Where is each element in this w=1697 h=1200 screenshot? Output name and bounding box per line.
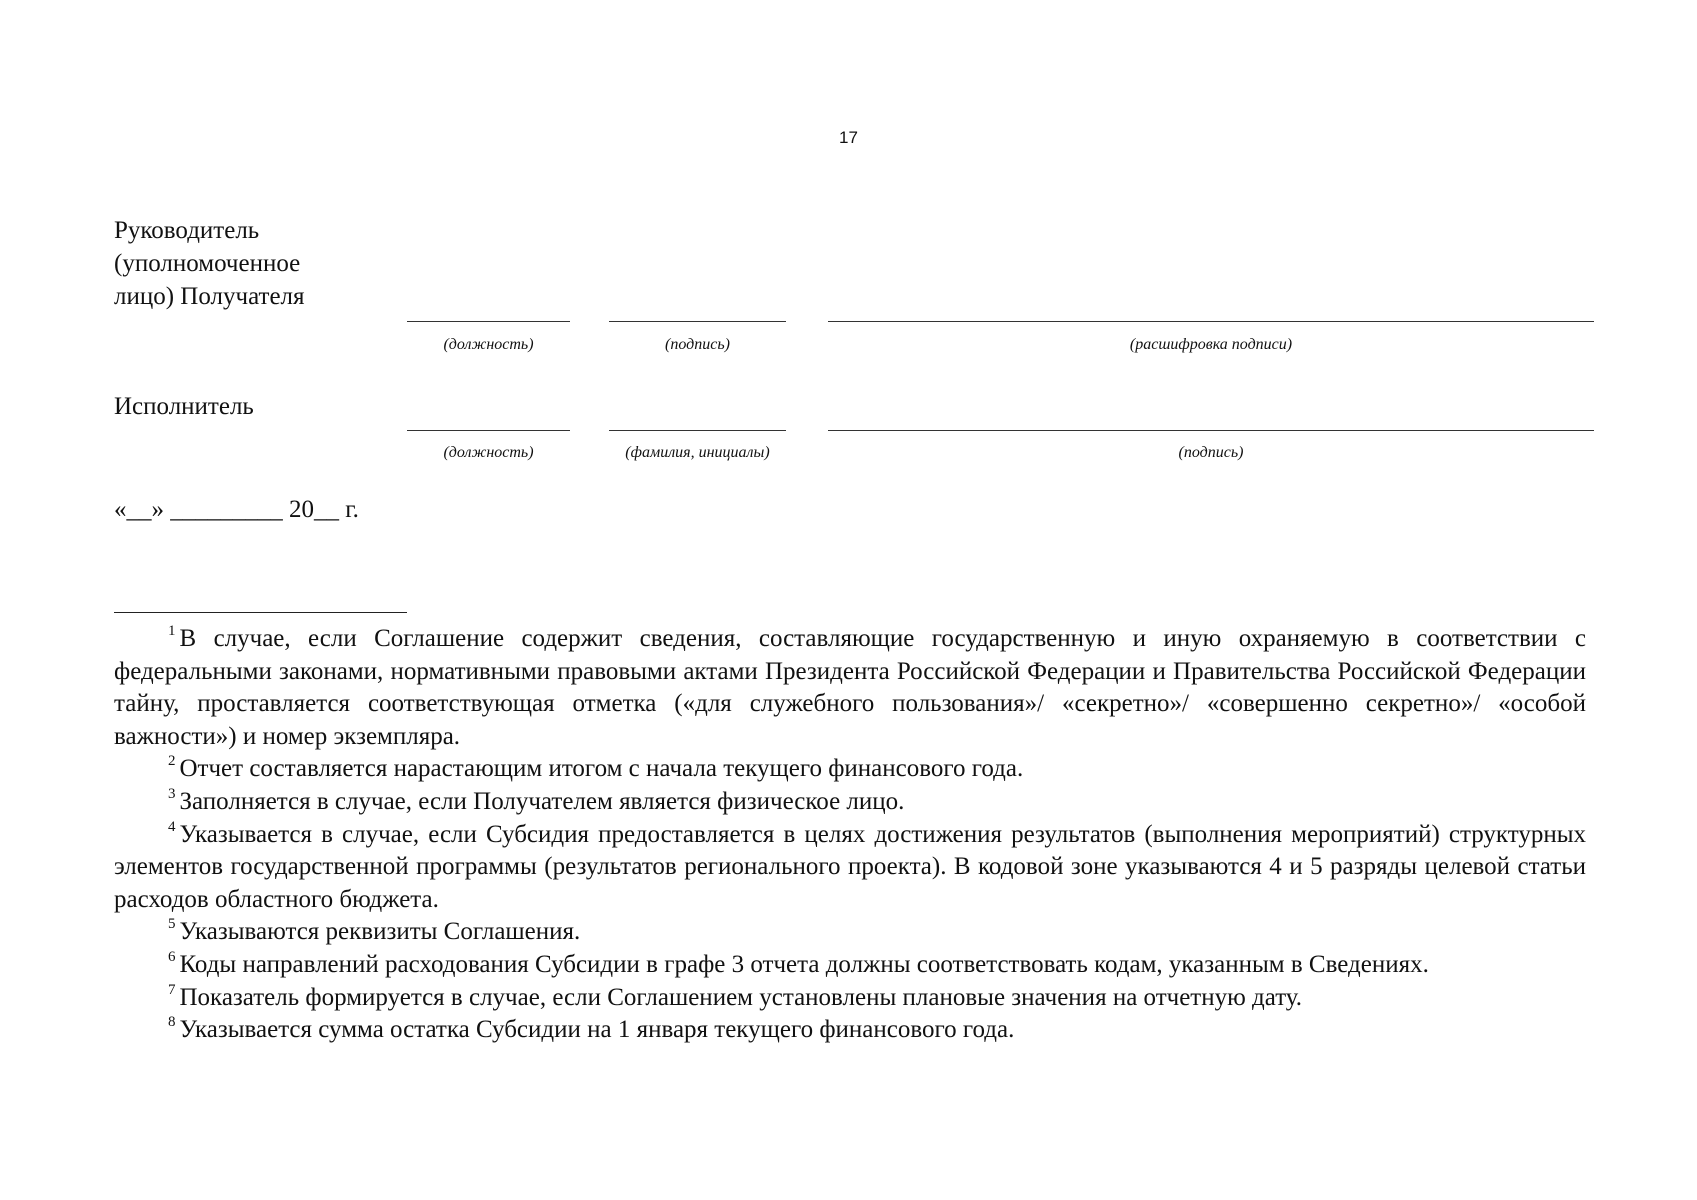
footnote-3-number: 3 <box>168 785 176 802</box>
head-position-line <box>407 321 570 322</box>
footnote-4-text: Указывается в случае, если Субсидия предоставляется в целях достижения результатов (выполнения мероприятий) структурных элементов государственной программы (результатов регионального проекта). В кодовой зоне указываются 4 и 5 разряды целевой статьи расходов областного бюджета. <box>114 820 1586 913</box>
executor-position-line <box>407 430 570 431</box>
executor-signature-caption: (подпись) <box>1178 444 1244 461</box>
footnote-1-text: В случае, если Соглашение содержит сведения, составляющие государственную и иную охраняемую в соответствии с федеральными законами, нормативными правовыми актами Президента Российской Федерации и Правительства Российской Федерации тайну, проставляется соответствующая отметка («для служебного пользования»/ «секретно»/ «совершенно секретно»/ «особой важности») и номер экземпляра. <box>114 625 1586 750</box>
head-label-line-1: Руководитель <box>114 217 260 244</box>
head-signatory-label <box>114 214 305 313</box>
footnote-3 <box>114 786 1586 819</box>
footnote-6-text: Коды направлений расходования Субсидии в графе 3 отчета должны соответствовать кодам, указанным в Сведениях. <box>179 950 1429 978</box>
head-signature-transcript-caption: (расшифровка подписи) <box>1129 336 1293 353</box>
footnote-4 <box>114 819 1586 917</box>
head-position-caption: (должность) <box>443 336 534 353</box>
executor-label: Исполнитель <box>114 393 254 420</box>
head-signature-transcript-line <box>828 321 1594 322</box>
head-label-line-3: лицо) Получателя <box>114 283 305 310</box>
footnote-7-text: Показатель формируется в случае, если Соглашением установлены плановые значения на отчетную дату. <box>179 983 1303 1011</box>
footnote-1 <box>114 623 1586 753</box>
footnote-7-number: 7 <box>168 981 176 998</box>
head-signature-caption: (подпись) <box>665 336 730 353</box>
footnote-2-text: Отчет составляется нарастающим итогом с начала текущего финансового года. <box>179 755 1024 783</box>
footnote-2-number: 2 <box>168 753 176 770</box>
footnote-2 <box>114 753 1586 786</box>
footnotes <box>114 623 1586 1047</box>
footnote-4-number: 4 <box>168 818 176 835</box>
footnote-5 <box>114 916 1586 949</box>
footnote-1-number: 1 <box>168 623 176 639</box>
footnote-7 <box>114 982 1586 1015</box>
page-number: 17 <box>839 128 858 147</box>
footnote-5-number: 5 <box>168 916 176 933</box>
footnote-6-number: 6 <box>168 948 176 965</box>
head-signature-line <box>609 321 786 322</box>
footnote-5-text: Указываются реквизиты Соглашения. <box>179 918 581 946</box>
footnote-8 <box>114 1014 1586 1047</box>
footnote-separator <box>114 612 407 613</box>
footnote-8-number: 8 <box>168 1014 176 1031</box>
executor-position-caption: (должность) <box>443 444 534 461</box>
date-line: «__» _________ 20__ г. <box>114 496 359 523</box>
head-label-line-2: (уполномоченное <box>114 250 301 277</box>
footnote-8-text: Указывается сумма остатка Субсидии на 1 января текущего финансового года. <box>179 1016 1015 1044</box>
executor-name-caption: (фамилия, инициалы) <box>625 444 770 461</box>
executor-signature-line <box>828 430 1594 431</box>
executor-name-line <box>609 430 786 431</box>
footnote-3-text: Заполняется в случае, если Получателем является физическое лицо. <box>179 787 905 815</box>
footnote-6 <box>114 949 1586 982</box>
